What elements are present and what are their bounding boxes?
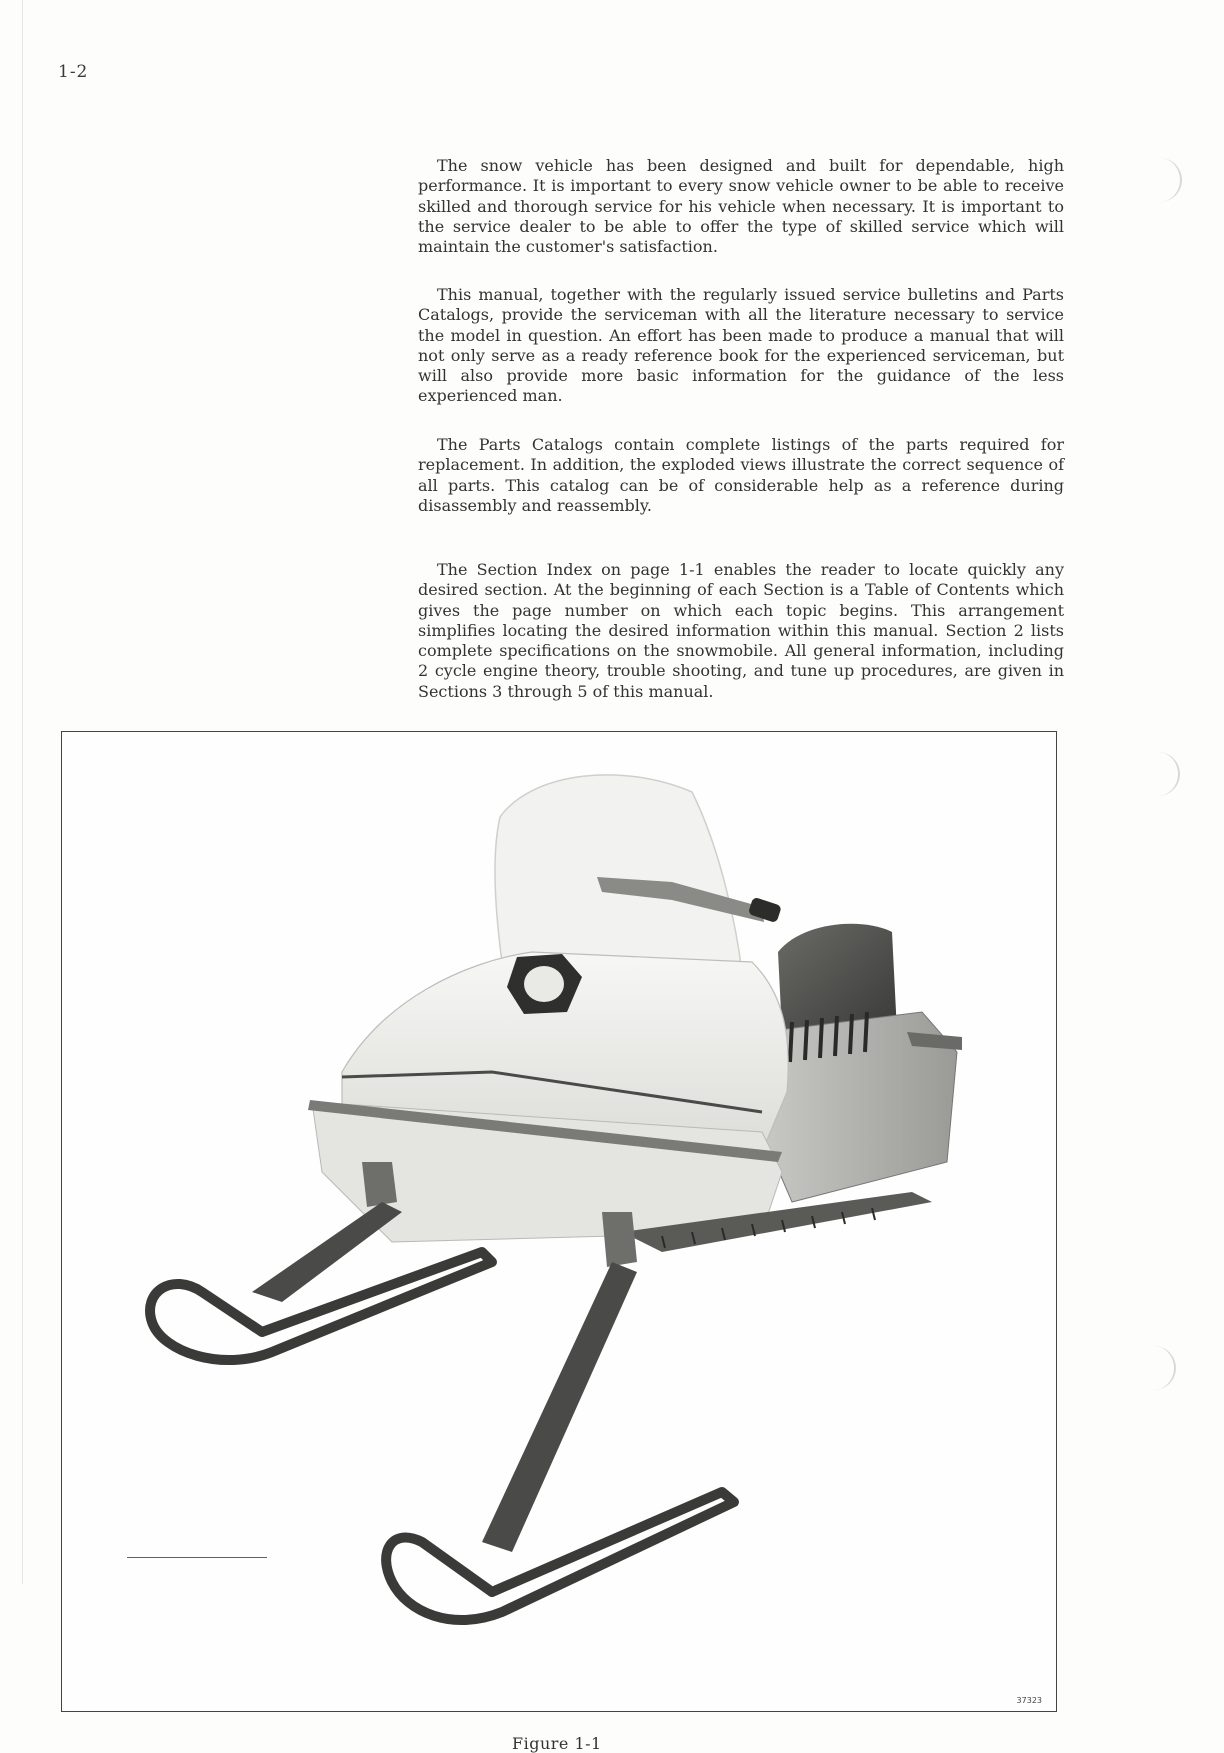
- page-number: 1-2: [58, 62, 89, 82]
- photo-id: 37323: [1016, 1696, 1042, 1705]
- rear-seat-back: [778, 924, 897, 1032]
- manual-paragraph: This manual, together with the regularly issued service bulletins and Parts Catalogs, provide the serviceman with all the literature necessary to service the model in question. An effort has been made to produce a manual that will not only serve as a ready reference book for the experienced serviceman, but will also provide more basic information for the guidance of the less experienced man.: [418, 285, 1064, 406]
- intro-paragraph: The snow vehicle has been designed and built for dependable, high performance. It is important to every snow vehicle owner to be able to receive skilled and thorough service for his vehicle when necessary. It is important to the service dealer to be able to offer the type of skilled service which will maintain the customer's satisfaction.: [418, 156, 1064, 257]
- binder-margin-line: [22, 0, 23, 1584]
- punch-hole-bottom: [1144, 1346, 1176, 1390]
- left-ski-spindle: [362, 1162, 397, 1207]
- right-ski: [386, 1492, 734, 1620]
- figure-frame: [61, 731, 1057, 1712]
- figure-caption: Figure 1-1: [512, 1734, 602, 1753]
- windshield: [495, 775, 742, 972]
- right-ski-bracket: [482, 1262, 637, 1552]
- snowmobile-photo: [62, 732, 1057, 1712]
- punch-hole-top: [1150, 158, 1182, 202]
- right-ski-spindle: [602, 1212, 637, 1267]
- headlight-lens: [524, 966, 564, 1002]
- bottom-rule: [127, 1557, 267, 1558]
- parts-catalog-paragraph: The Parts Catalogs contain complete listings of the parts required for replacement. In addition, the exploded views illustrate the correct sequence of all parts. This catalog can be of considerable help as a reference during disassembly and reassembly.: [418, 435, 1064, 515]
- punch-hole-middle: [1148, 752, 1180, 796]
- section-index-paragraph: The Section Index on page 1-1 enables the reader to locate quickly any desired section. At the beginning of each Section is a Table of Contents which gives the page number on which each topic begins. This arrangement simplifies locating the desired information within this manual. Section 2 lists complete specifications on the snowmobile. All general information, including 2 cycle engine theory, trouble shooting, and tune up procedures, are given in Sections 3 through 5 of this manual.: [418, 560, 1064, 701]
